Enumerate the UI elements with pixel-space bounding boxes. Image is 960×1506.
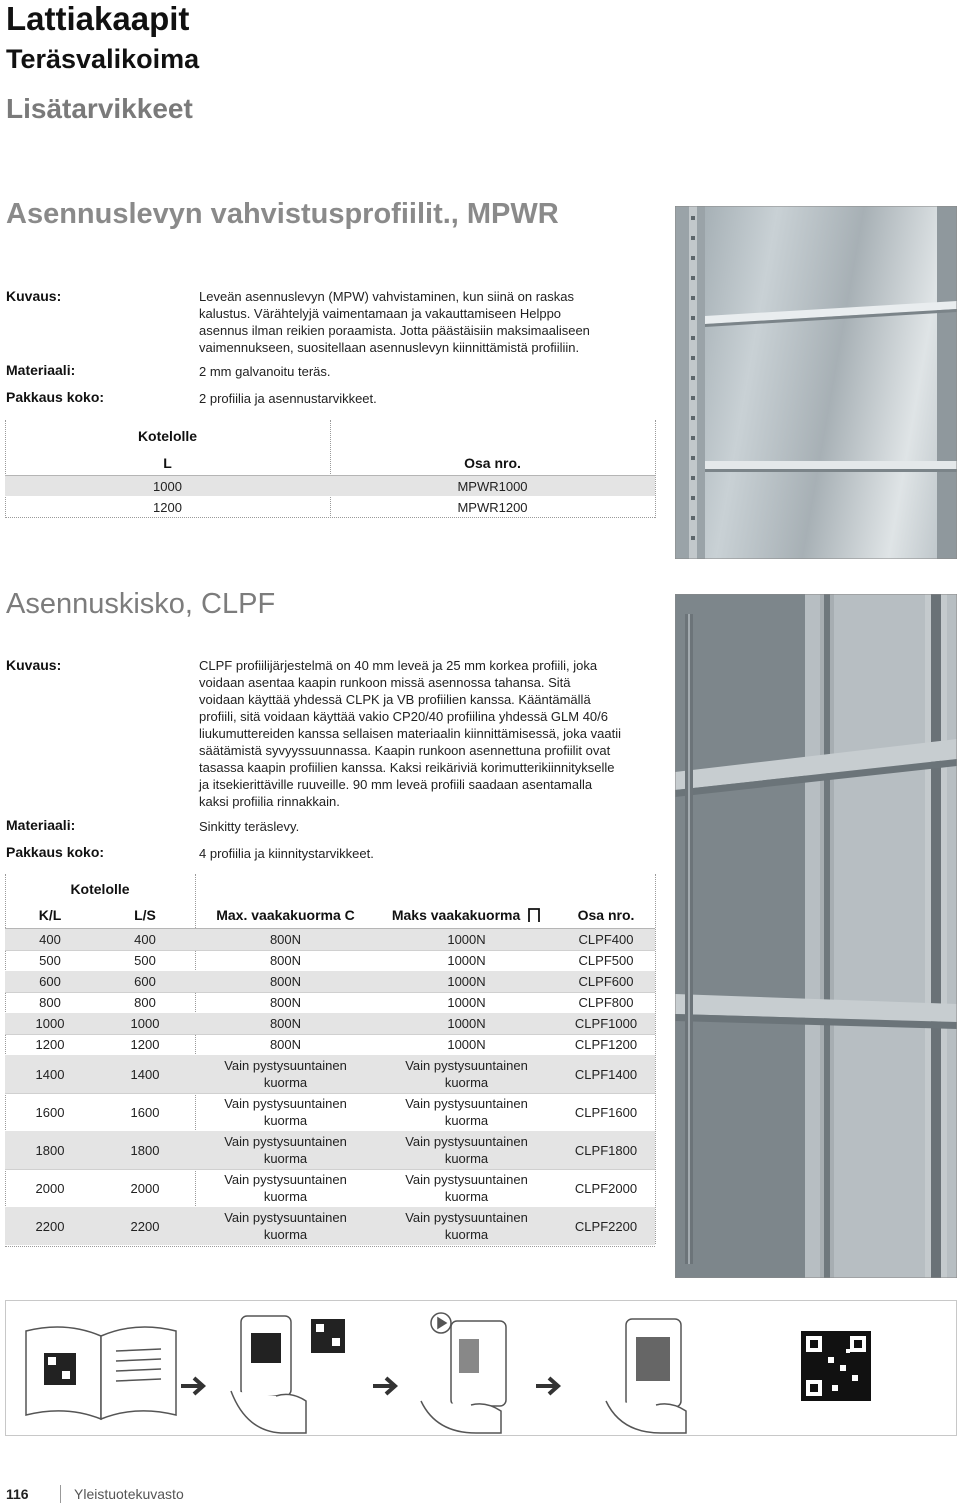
table-cell: CLPF600 (578, 974, 634, 989)
page-subtitle: Teräsvalikoima (6, 44, 200, 74)
table-cell: 2000 (35, 1180, 65, 1196)
table-cell: 1200 (35, 1037, 65, 1052)
table-cell: 400 (39, 932, 61, 947)
material-clpf: Sinkitty teräslevy. (199, 819, 300, 834)
arrow-icon (181, 1378, 203, 1394)
table-cell: MPWR1000 (457, 479, 528, 494)
table-cell: MPWR1200 (457, 500, 528, 515)
table-cell: 1000 (35, 1016, 65, 1031)
column-header-maks-vaakakuorma (376, 907, 557, 923)
table-cell: Vain pystysuuntainen kuorma (405, 1210, 528, 1242)
text-line: kaksi profiilia rinnakkain. (199, 794, 340, 809)
table-cell: 1200 (130, 1037, 160, 1052)
table-cell: 400 (134, 932, 156, 947)
table-cell: 800 (39, 995, 61, 1010)
table-cell: Vain pystysuuntainen kuorma (405, 1096, 528, 1128)
description-mpwr (199, 288, 590, 356)
table-cell: 800N (269, 953, 302, 968)
table-cell: 500 (134, 953, 156, 968)
text-line: liukumuttereiden kanssa sellaisen materiaalin kiinnittämisessä, joka vaatii (199, 726, 621, 741)
photo-illustration-mpwr (675, 206, 957, 559)
label-pakkaus: Pakkaus koko: (6, 389, 105, 405)
table-cell: 1000 (153, 479, 182, 494)
text-line: vaimennukseen, suositellaan asennuslevyn kiinnittämistä profiiliin. (199, 340, 580, 355)
page-number: 116 (6, 1486, 29, 1502)
table-cell: 500 (39, 953, 61, 968)
table-cell: Vain pystysuuntainen kuorma (224, 1058, 347, 1090)
table-cell: Vain pystysuuntainen kuorma (224, 1210, 347, 1242)
table-cell: 1000 (130, 1016, 160, 1031)
text-line: tasassa kaapin profiilien kanssa. Kaksi reikäriviä korimutterikiinnitykselle (199, 760, 615, 775)
table-cell: CLPF400 (578, 932, 634, 947)
table-bottom-border (5, 1246, 655, 1247)
table-cell: 1000N (447, 974, 486, 989)
row-separator (5, 1169, 655, 1170)
table-cell: 1400 (130, 1066, 160, 1082)
column-header-max-vaakakuorma: Max. vaakakuorma C (216, 907, 355, 923)
table-cell: 2200 (130, 1218, 160, 1234)
row-separator (5, 950, 655, 951)
table-cell: 1000N (447, 1037, 486, 1052)
table-cell: 1600 (35, 1104, 65, 1120)
table-cell: Vain pystysuuntainen kuorma (405, 1134, 528, 1166)
material-mpwr: 2 mm galvanoitu teräs. (199, 364, 331, 379)
package-mpwr: 2 profiilia ja asennustarvikkeet. (199, 391, 377, 406)
text-line: CLPF profiilijärjestelmä on 40 mm leveä ja 25 mm korkea profiili, joka (199, 658, 598, 673)
page-category: Lisätarvikkeet (6, 93, 193, 124)
table-cell: 600 (134, 974, 156, 989)
table-cell: Vain pystysuuntainen kuorma (405, 1058, 528, 1090)
text-line: asennus ilman reikien poraamista. Jotta päästäisiin maksimaaliseen (199, 323, 590, 338)
arrow-icon (373, 1378, 395, 1394)
table-cell: 2200 (35, 1218, 65, 1234)
table-group-header: Kotelolle (70, 881, 130, 897)
label-kuvaus: Kuvaus: (6, 288, 62, 304)
table-cell: 1000N (447, 953, 486, 968)
table-cell: 1000N (447, 1016, 486, 1031)
load-direction-icon (527, 907, 541, 922)
book-icon (26, 1327, 176, 1419)
header-text: Maks vaakakuorma (391, 907, 521, 923)
table-cell: 1800 (130, 1142, 160, 1158)
table-cell: CLPF1000 (574, 1016, 638, 1031)
table-cell: 1200 (153, 500, 182, 515)
table-cell: Vain pystysuuntainen kuorma (224, 1172, 347, 1204)
footer-divider (60, 1485, 61, 1503)
label-kuvaus: Kuvaus: (6, 657, 62, 673)
table-cell: 600 (39, 974, 61, 989)
column-header-ls: L/S (134, 907, 156, 923)
qr-code-icon (801, 1331, 871, 1401)
table-cell: CLPF2200 (574, 1218, 638, 1234)
text-line: säätämistä syvyyssuunnassa. Kaapin runkoon asennettuna profiilit ovat (199, 743, 611, 758)
table-group-header: Kotelolle (137, 428, 198, 444)
column-header-osa: Osa nro. (464, 455, 521, 471)
table-cell: Vain pystysuuntainen kuorma (224, 1096, 347, 1128)
photo-illustration-clpf (675, 594, 957, 1278)
label-materiaali: Materiaali: (6, 817, 76, 833)
column-header-l: L (163, 455, 172, 471)
table-cell: CLPF1800 (574, 1142, 638, 1158)
table-cell: CLPF1600 (574, 1104, 638, 1120)
qr-instruction-illustration (6, 1301, 956, 1435)
table-cell: 1000N (447, 995, 486, 1010)
table-cell: 800 (134, 995, 156, 1010)
table-cell: 1800 (35, 1142, 65, 1158)
column-header-kl: K/L (38, 907, 62, 923)
table-cell: CLPF2000 (574, 1180, 638, 1196)
row-separator (5, 1034, 655, 1035)
text-line: Leveän asennuslevyn (MPW) vahvistaminen, kun siinä on raskas (199, 289, 575, 304)
text-line: voidaan käyttää yhdessä CLPK ja VB profiilien kanssa. Kääntämällä (199, 692, 591, 707)
table-cell: 2000 (130, 1180, 160, 1196)
text-line: kalustus. Värähtelyjä vaimentamaan ja vakauttamiseen Helppo (199, 306, 562, 321)
table-cell: 1600 (130, 1104, 160, 1120)
text-line: ja itsekierittäville ruuveille. 90 mm leveä profiili saadaan asentamalla (199, 777, 593, 792)
table-cell: 800N (269, 1016, 302, 1031)
product-photo-mpwr (675, 206, 957, 559)
table-cell: Vain pystysuuntainen kuorma (224, 1134, 347, 1166)
product-photo-clpf (675, 594, 957, 1278)
table-cell: CLPF500 (578, 953, 634, 968)
qr-instruction-strip (5, 1300, 957, 1436)
page-title: Lattiakaapit (6, 0, 190, 37)
description-clpf (199, 657, 621, 810)
phone-scan-icon (231, 1316, 345, 1433)
package-clpf: 4 profiilia ja kiinnitystarvikkeet. (199, 846, 374, 861)
phone-video-icon (421, 1313, 506, 1433)
section-title-clpf: Asennuskisko, CLPF (6, 588, 276, 620)
table-cell: 800N (269, 995, 302, 1010)
table-cell: 1000N (447, 932, 486, 947)
table-cell: CLPF1200 (574, 1037, 638, 1052)
row-separator (5, 992, 655, 993)
table-cell: 800N (269, 974, 302, 989)
label-pakkaus: Pakkaus koko: (6, 844, 105, 860)
text-line: voidaan asentaa kaapin runkoon missä asennossa tahansa. Sitä (199, 675, 571, 690)
table-cell: 800N (269, 1037, 302, 1052)
table-cell: Vain pystysuuntainen kuorma (405, 1172, 528, 1204)
table-cell: 800N (269, 932, 302, 947)
label-materiaali: Materiaali: (6, 362, 76, 378)
section-title-mpwr: Asennuslevyn vahvistusprofiilit., MPWR (6, 198, 559, 230)
column-header-osa: Osa nro. (577, 907, 635, 923)
phone-product-icon (606, 1319, 686, 1433)
table-cell: CLPF800 (578, 995, 634, 1010)
footer-section: Yleistuotekuvasto (74, 1486, 184, 1502)
text-line: profiili, sitä voidaan käyttää vakio CP20/40 profiilina yhdessä GLM 40/6 (199, 709, 608, 724)
table-cell: CLPF1400 (574, 1066, 638, 1082)
arrow-icon (536, 1378, 558, 1394)
table-cell: 1400 (35, 1066, 65, 1082)
row-separator (5, 1093, 655, 1094)
